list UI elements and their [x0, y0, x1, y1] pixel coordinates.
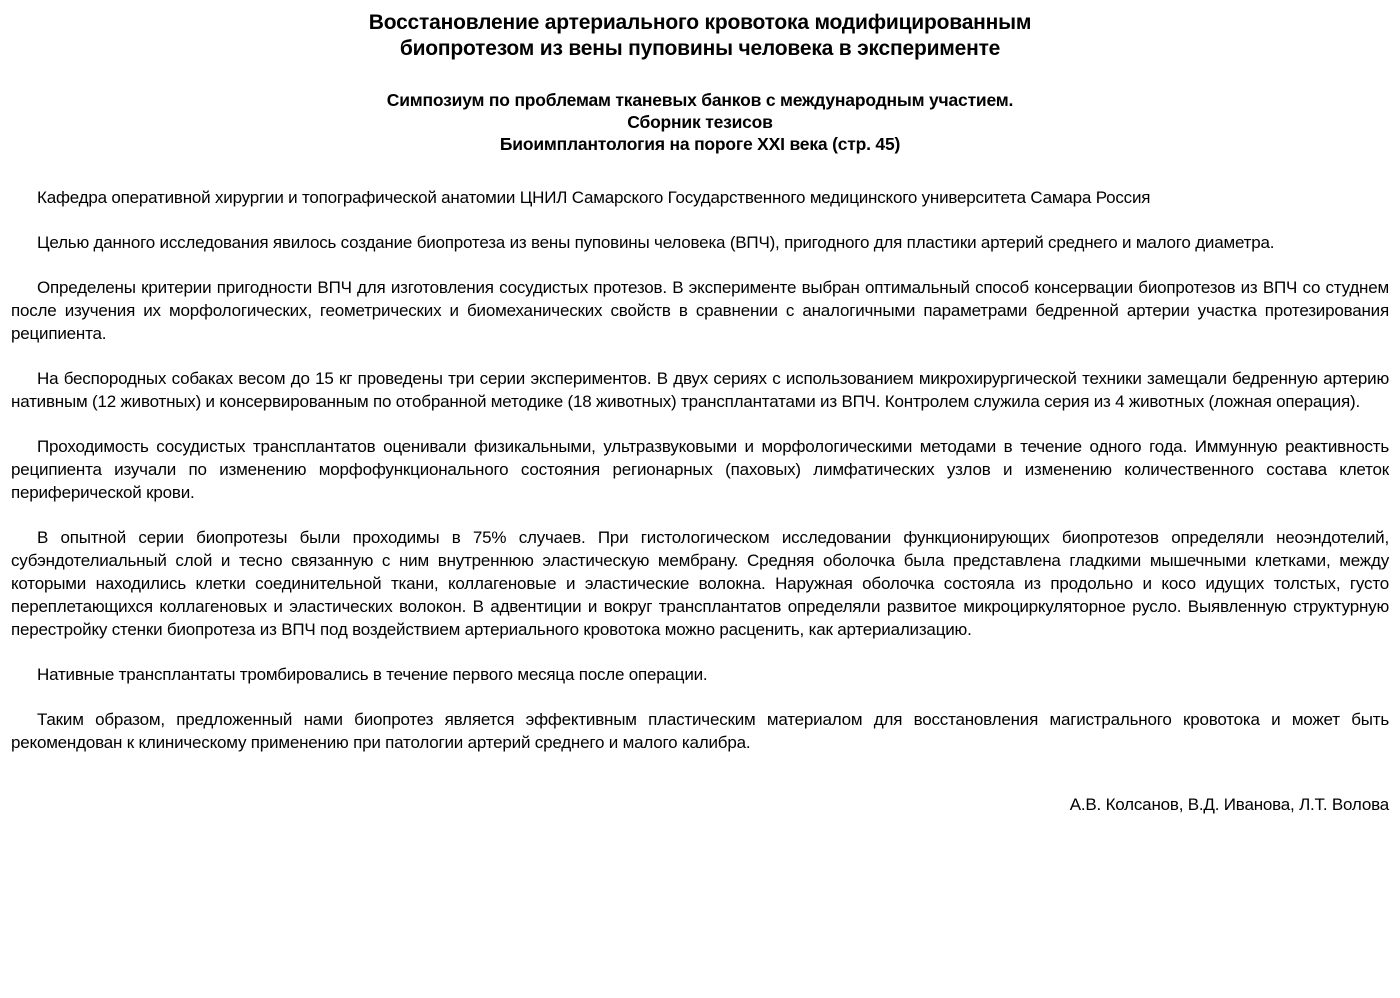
paragraph-aim: Целью данного исследования явилось создание биопротеза из вены пуповины человека (ВПЧ), пригодного для пластики артерий среднего и малого диаметра. — [37, 233, 1275, 252]
paragraph-experiment-series: На беспородных собаках весом до 15 кг проведены три серии экспериментов. В двух сериях с использованием микрохирургической техники замещали бедренную артерию нативным (12 животных) и консервированным по отобранной методике (18 животных) трансплантатами из ВПЧ. Контролем служила серия из 4 животных (ложная операция). — [11, 369, 1389, 411]
document-title-line-1: Восстановление артериального кровотока модифицированным — [368, 11, 1032, 34]
paragraph-native-grafts: Нативные трансплантаты тромбировались в течение первого месяца после операции. — [37, 665, 708, 684]
authors-line: А.В. Колсанов, В.Д. Иванова, Л.Т. Волова — [1069, 795, 1389, 814]
document-subtitle — [11, 89, 1389, 155]
subtitle-symposium: Симпозиум по проблемам тканевых банков с международным участием. — [386, 90, 1014, 110]
paragraph-results: В опытной серии биопротезы были проходимы в 75% случаев. При гистологическом исследовании функционирующих биопротезов определяли неоэндотелий, субэндотелиальный слой и тесно связанную с ним внутреннюю эластическую мембрану. Средняя оболочка была представлена гладкими мышечными клетками, между которыми находились клетки соединительной ткани, коллагеновые и эластические волокна. Наружная оболочка состояла из продольно и косо идущих толстых, густо переплетающихся коллагеновых и эластических волокон. В адвентиции и вокруг трансплантатов определяли развитое микроциркуляторное русло. Выявленную структурную перестройку стенки биопротеза из ВПЧ под воздействием артериального кровотока можно расценить, как артериализацию. — [11, 528, 1389, 639]
paragraph-criteria: Определены критерии пригодности ВПЧ для изготовления сосудистых протезов. В эксперименте выбран оптимальный способ консервации биопротезов из ВПЧ со студнем после изучения их морфологических, геометрических и биомеханических свойств в сравнении с аналогичными параметрами бедренной артерии участка протезирования реципиента. — [11, 278, 1389, 343]
paragraph-methods: Проходимость сосудистых трансплантатов оценивали физикальными, ультразвуковыми и морфологическими методами в течение одного года. Иммунную реактивность реципиента изучали по изменению морфофункционального состояния регионарных (паховых) лимфатических узлов и изменению количественного состава клеток периферической крови. — [11, 437, 1389, 502]
subtitle-collection: Сборник тезисов — [627, 112, 773, 132]
affiliation-line: Кафедра оперативной хирургии и топографической анатомии ЦНИЛ Самарского Государственного медицинского университета Самара Россия — [37, 188, 1151, 207]
document-title — [11, 10, 1389, 62]
subtitle-bioimplantology-page: Биоимплантология на пороге XXI века (стр. 45) — [499, 134, 901, 154]
paragraph-conclusion: Таким образом, предложенный нами биопротез является эффективным пластическим материалом для восстановления магистрального кровотока и может быть рекомендован к клиническому применению при патологии артерий среднего и малого калибра. — [11, 710, 1389, 752]
document-title-line-2: биопротезом из вены пуповины человека в эксперименте — [399, 37, 1001, 60]
